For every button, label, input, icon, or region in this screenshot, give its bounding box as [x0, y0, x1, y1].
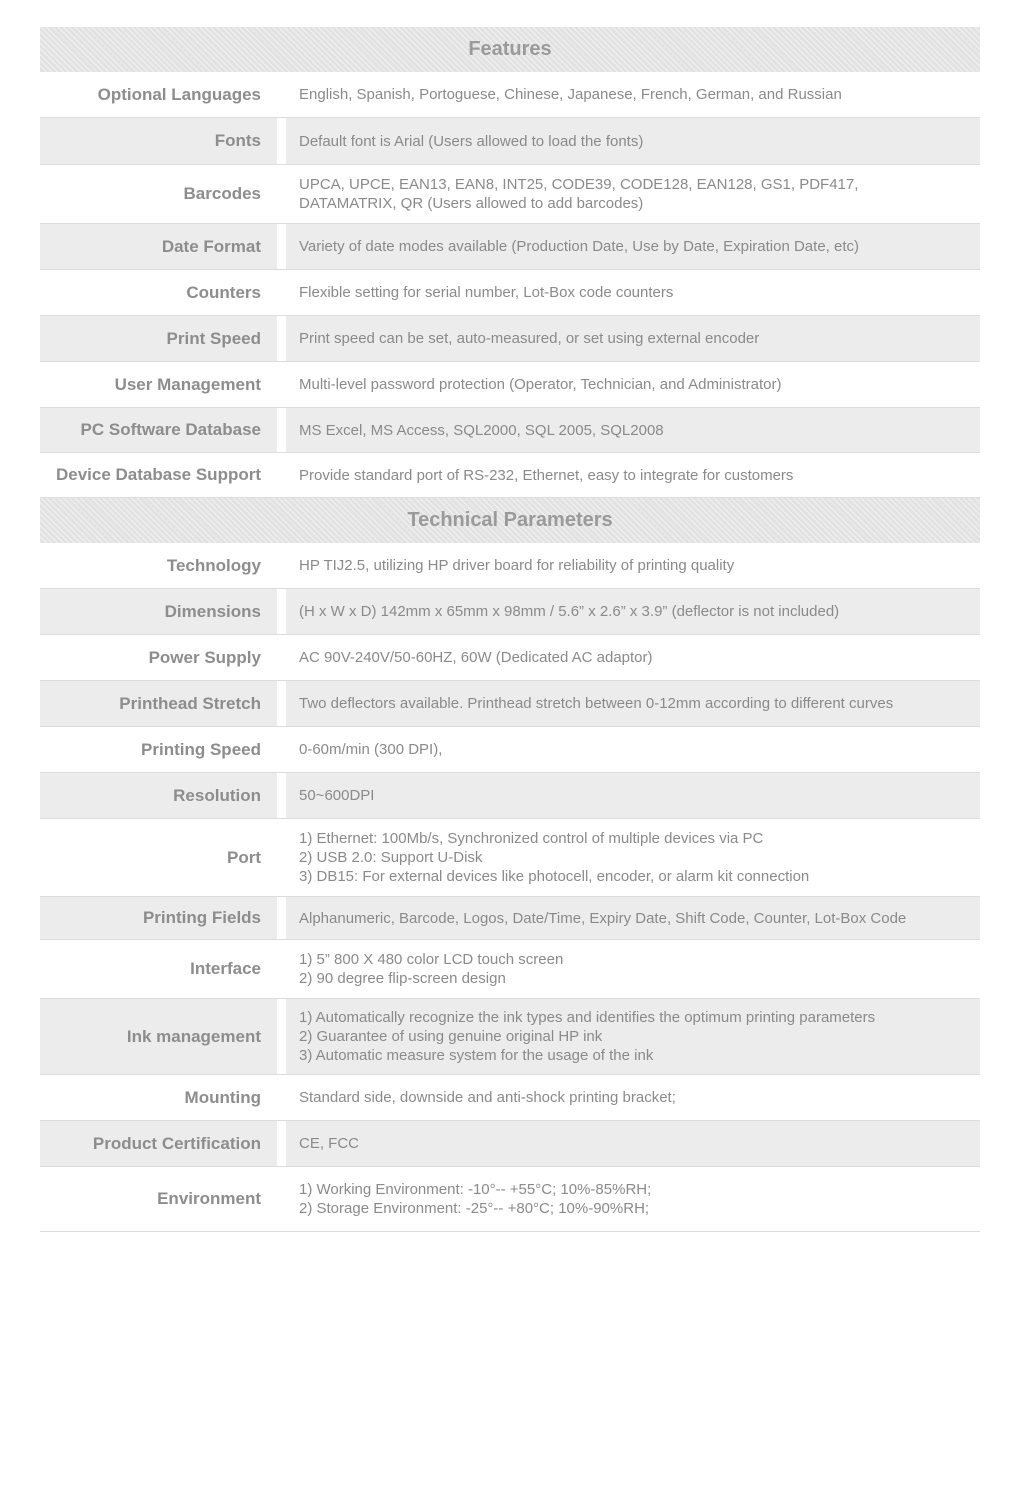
spec-value [286, 635, 980, 680]
spec-row [40, 72, 980, 118]
column-divider [277, 1075, 286, 1120]
spec-value [286, 773, 980, 818]
spec-value-line: English, Spanish, Portoguese, Chinese, Japanese, French, German, and Russian [299, 86, 842, 103]
spec-row [40, 635, 980, 681]
spec-label: Interface [40, 940, 277, 998]
spec-value-line: Flexible setting for serial number, Lot-Box code counters [299, 284, 674, 301]
spec-value [286, 316, 980, 361]
column-divider [277, 118, 286, 164]
spec-value-line: UPCA, UPCE, EAN13, EAN8, INT25, CODE39, CODE128, EAN128, GS1, PDF417, [299, 176, 859, 193]
spec-table [40, 27, 980, 1232]
column-divider [277, 589, 286, 634]
spec-value-line: 2) 90 degree flip-screen design [299, 970, 506, 987]
spec-value [286, 1121, 980, 1166]
spec-value [286, 543, 980, 588]
spec-value [286, 940, 980, 998]
section-header: Features [40, 27, 980, 72]
spec-value-line: 1) Automatically recognize the ink types and identifies the optimum printing parameters [299, 1009, 876, 1026]
spec-row [40, 1167, 980, 1232]
spec-value-line: 3) Automatic measure system for the usage of the ink [299, 1047, 654, 1064]
spec-value [286, 453, 980, 497]
spec-row [40, 316, 980, 362]
spec-value [286, 1167, 980, 1231]
spec-value-line: HP TIJ2.5, utilizing HP driver board for reliability of printing quality [299, 557, 735, 574]
spec-label: PC Software Database [40, 408, 277, 452]
spec-row [40, 224, 980, 270]
spec-label: Fonts [40, 118, 277, 164]
spec-value-line: 1) 5” 800 X 480 color LCD touch screen [299, 951, 564, 968]
spec-value [286, 589, 980, 634]
spec-label: Optional Languages [40, 72, 277, 117]
spec-row [40, 165, 980, 224]
column-divider [277, 819, 286, 896]
spec-value-line: 0-60m/min (300 DPI), [299, 741, 443, 758]
column-divider [277, 999, 286, 1074]
spec-value-line: 2) USB 2.0: Support U-Disk [299, 849, 483, 866]
spec-label: Printing Speed [40, 727, 277, 772]
spec-label: Date Format [40, 224, 277, 269]
spec-row [40, 453, 980, 498]
spec-value [286, 362, 980, 407]
spec-value-line: (H x W x D) 142mm x 65mm x 98mm / 5.6” x 2.6” x 3.9” (deflector is not included) [299, 603, 840, 620]
spec-value [286, 819, 980, 896]
spec-value-line: 1) Ethernet: 100Mb/s, Synchronized control of multiple devices via PC [299, 830, 764, 847]
spec-value [286, 408, 980, 452]
column-divider [277, 165, 286, 223]
spec-row [40, 1075, 980, 1121]
column-divider [277, 1167, 286, 1231]
spec-label: User Management [40, 362, 277, 407]
spec-label: Printhead Stretch [40, 681, 277, 726]
spec-value-line: DATAMATRIX, QR (Users allowed to add barcodes) [299, 195, 644, 212]
spec-label: Barcodes [40, 165, 277, 223]
column-divider [277, 727, 286, 772]
spec-row [40, 362, 980, 408]
column-divider [277, 362, 286, 407]
spec-value-line: 1) Working Environment: -10°-- +55°C; 10%-85%RH; [299, 1181, 652, 1198]
spec-value-line: CE, FCC [299, 1135, 359, 1152]
spec-value-line: AC 90V-240V/50-60HZ, 60W (Dedicated AC adaptor) [299, 649, 653, 666]
spec-value [286, 270, 980, 315]
spec-value-line: MS Excel, MS Access, SQL2000, SQL 2005, SQL2008 [299, 421, 664, 439]
section-header: Technical Parameters [40, 498, 980, 543]
spec-row [40, 118, 980, 165]
spec-value [286, 681, 980, 726]
spec-value-line: Variety of date modes available (Production Date, Use by Date, Expiration Date, etc) [299, 238, 860, 255]
spec-value-line: Provide standard port of RS-232, Ethernet, easy to integrate for customers [299, 466, 794, 484]
spec-row [40, 773, 980, 819]
column-divider [277, 897, 286, 939]
column-divider [277, 408, 286, 452]
spec-label: Power Supply [40, 635, 277, 680]
column-divider [277, 773, 286, 818]
spec-value [286, 999, 980, 1074]
column-divider [277, 453, 286, 497]
spec-label: Technology [40, 543, 277, 588]
spec-row [40, 999, 980, 1075]
spec-row [40, 1121, 980, 1167]
spec-value-line: Alphanumeric, Barcode, Logos, Date/Time, Expiry Date, Shift Code, Counter, Lot-Box Code [299, 909, 907, 927]
spec-value-line: Print speed can be set, auto-measured, or set using external encoder [299, 330, 760, 347]
spec-label: Device Database Support [40, 453, 277, 497]
spec-row [40, 727, 980, 773]
column-divider [277, 940, 286, 998]
column-divider [277, 316, 286, 361]
spec-row [40, 270, 980, 316]
spec-label: Environment [40, 1167, 277, 1231]
spec-label: Counters [40, 270, 277, 315]
spec-value-line: 3) DB15: For external devices like photocell, encoder, or alarm kit connection [299, 868, 810, 885]
spec-value [286, 897, 980, 939]
spec-label: Print Speed [40, 316, 277, 361]
spec-value [286, 1075, 980, 1120]
spec-value-line: 50~600DPI [299, 787, 375, 804]
column-divider [277, 543, 286, 588]
spec-row [40, 589, 980, 635]
spec-value [286, 165, 980, 223]
spec-value [286, 727, 980, 772]
spec-row [40, 681, 980, 727]
spec-label: Dimensions [40, 589, 277, 634]
column-divider [277, 270, 286, 315]
spec-value-line: Standard side, downside and anti-shock printing bracket; [299, 1089, 676, 1106]
spec-label: Product Certification [40, 1121, 277, 1166]
column-divider [277, 224, 286, 269]
spec-value-line: 2) Storage Environment: -25°-- +80°C; 10%-90%RH; [299, 1200, 650, 1217]
spec-value [286, 224, 980, 269]
spec-value-line: Default font is Arial (Users allowed to load the fonts) [299, 132, 644, 150]
spec-value-line: 2) Guarantee of using genuine original HP ink [299, 1028, 603, 1045]
spec-label: Ink management [40, 999, 277, 1074]
column-divider [277, 635, 286, 680]
spec-row [40, 408, 980, 453]
spec-row [40, 940, 980, 999]
spec-row [40, 543, 980, 589]
spec-value-line: Multi-level password protection (Operator, Technician, and Administrator) [299, 376, 782, 393]
spec-label: Port [40, 819, 277, 896]
spec-value-line: Two deflectors available. Printhead stretch between 0-12mm according to different curves [299, 695, 894, 712]
spec-value [286, 118, 980, 164]
spec-value [286, 72, 980, 117]
spec-row [40, 897, 980, 940]
column-divider [277, 1121, 286, 1166]
spec-row [40, 819, 980, 897]
spec-label: Resolution [40, 773, 277, 818]
spec-label: Printing Fields [40, 897, 277, 939]
spec-label: Mounting [40, 1075, 277, 1120]
column-divider [277, 72, 286, 117]
column-divider [277, 681, 286, 726]
